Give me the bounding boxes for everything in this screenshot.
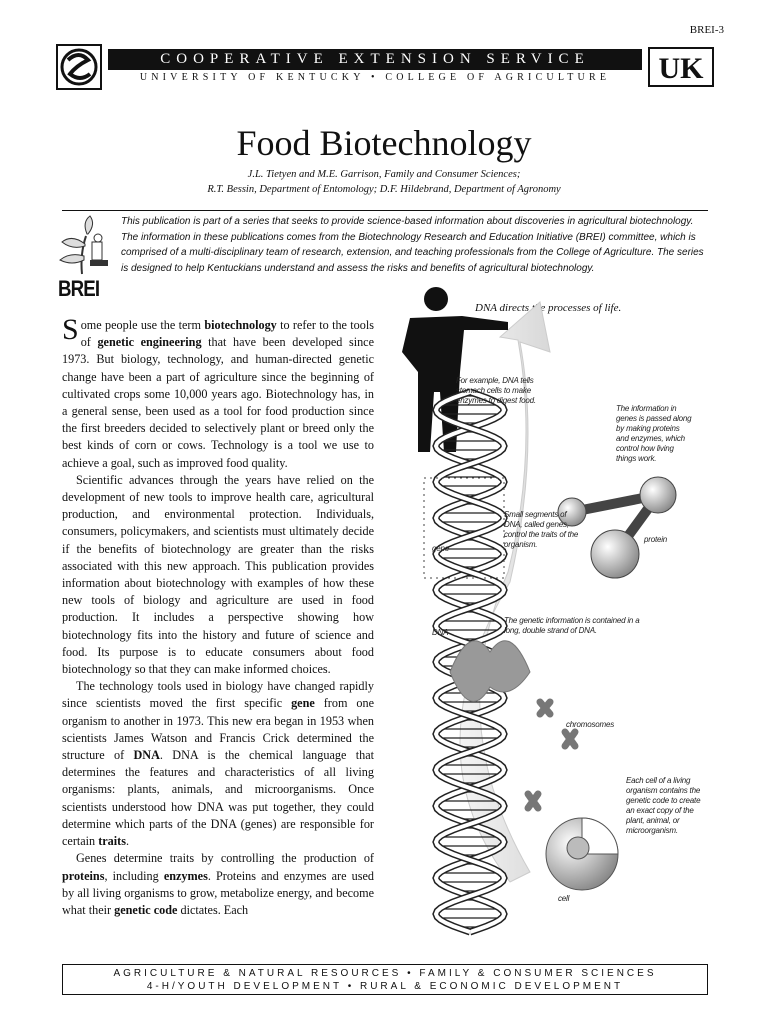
cell-icon	[546, 818, 618, 890]
divider	[62, 210, 708, 211]
note-segments: Small segments of DNA, called genes, control the traits of the organism.	[504, 510, 579, 549]
intro-paragraph: This publication is part of a series that seeks to provide science-based information about discoveries in agricultural biotechnology. The information in these publications comes from the Biotechnology Research and Education Initiative (BREI) committee, which is comprised of a multi-disciplinary team of research, extension, and teaching professionals from the College of Agriculture. The series is designed to help Kentuckians understand and assess the risks and benefits of agricultural biotechnology.	[121, 216, 704, 274]
paragraph-3: The technology tools used in biology have changed rapidly since scientists moved the first specific gene from one organism to another in 1973. This new era began in 1953 when scientists James Watson and Francis Crick determined the structure of DNA. DNA is the chemical language that determines the features and characteristics of all living organisms: plants, animals, and microorganisms. Once scientists understood how DNA was put together, they could determine which parts of the DNA (genes) are responsible for certain traits.	[62, 679, 374, 849]
note-info: The information in genes is passed along by making proteins and enzymes, which control how living things work.	[616, 404, 692, 463]
dna-illustration	[390, 282, 720, 942]
header-service-bar: COOPERATIVE EXTENSION SERVICE	[108, 49, 642, 70]
paragraph-1: Some people use the term biotechnology to refer to the tools of genetic engineering that have been developed since 1973. But biology, technology, and human-directed genetic change have been a part of agriculture since the beginning of cultivated crops some 10,000 years ago. Biotechnology has, in a general sense, been used as a tool for food production since the first breeders decided to selectively plant or breed only the best kinds of corn or cows. Technology is a tool we use to achieve a goal, such as improved food quality.	[62, 313, 374, 470]
paragraph-2: Scientific advances through the years have relied on the development of new tools to improve health care, agricultural production, and environmental protection. Individuals, consumers, policymakers, and scientists must ultimately decide if the benefits of biotechnology are greater than the risks associated with this new approach. This publication provides information about biotechnology with examples of how these new tools of biology and agriculture are used in food production. It includes a perspective showing how biotechnology fits into the history and future of science and food. Its purpose is to educate consumers about food biotechnology so that they can make informed choices.	[62, 472, 374, 677]
uk-logo-icon	[648, 47, 714, 87]
header-institution: UNIVERSITY OF KENTUCKY • COLLEGE OF AGRICULTURE	[139, 72, 611, 83]
uk-logo-text: UK	[658, 52, 704, 85]
figure-title: DNA directs the processes of life.	[475, 302, 622, 314]
note-strand: The genetic information is contained in a long, double strand of DNA.	[504, 616, 640, 635]
brei-label: BREI	[58, 276, 100, 301]
label-chromosomes: chromosomes	[566, 720, 615, 729]
authors-line-2: R.T. Bessin, Department of Entomology; D.F. Hildebrand, Department of Agronomy	[207, 184, 561, 195]
label-cell: cell	[558, 894, 570, 903]
label-dna: DNA	[432, 628, 449, 637]
page-title: Food Biotechnology	[236, 123, 532, 163]
authors-line-1: J.L. Tietyen and M.E. Garrison, Family and Consumer Sciences;	[247, 169, 521, 180]
brei-emblem-icon	[52, 214, 114, 276]
paragraph-4: Genes determine traits by controlling the production of proteins, including enzymes. Proteins and enzymes are used by all living organisms to grow, metabolize energy, and become what their genetic code dictates. Each	[62, 851, 374, 917]
label-protein: protein	[644, 535, 668, 544]
body-text	[62, 313, 374, 919]
note-enzymes: For example, DNA tells stomach cells to make enzymes to digest food.	[456, 376, 536, 405]
document-id: BREI-3	[689, 24, 724, 36]
footer-line-2: 4-H/YOUTH DEVELOPMENT • RURAL & ECONOMIC DEVELOPMENT	[146, 981, 624, 992]
label-gene: gene	[432, 544, 449, 553]
drop-cap: S	[62, 313, 79, 346]
person-silhouette-icon	[402, 287, 508, 452]
note-cell: Each cell of a living organism contains the genetic code to create an exact copy of the plant, animal, or microorganism.	[626, 776, 701, 835]
ces-logo-icon	[56, 44, 102, 90]
footer-line-1: AGRICULTURE & NATURAL RESOURCES • FAMILY & CONSUMER SCIENCES	[113, 968, 657, 979]
footer-box	[62, 964, 708, 995]
